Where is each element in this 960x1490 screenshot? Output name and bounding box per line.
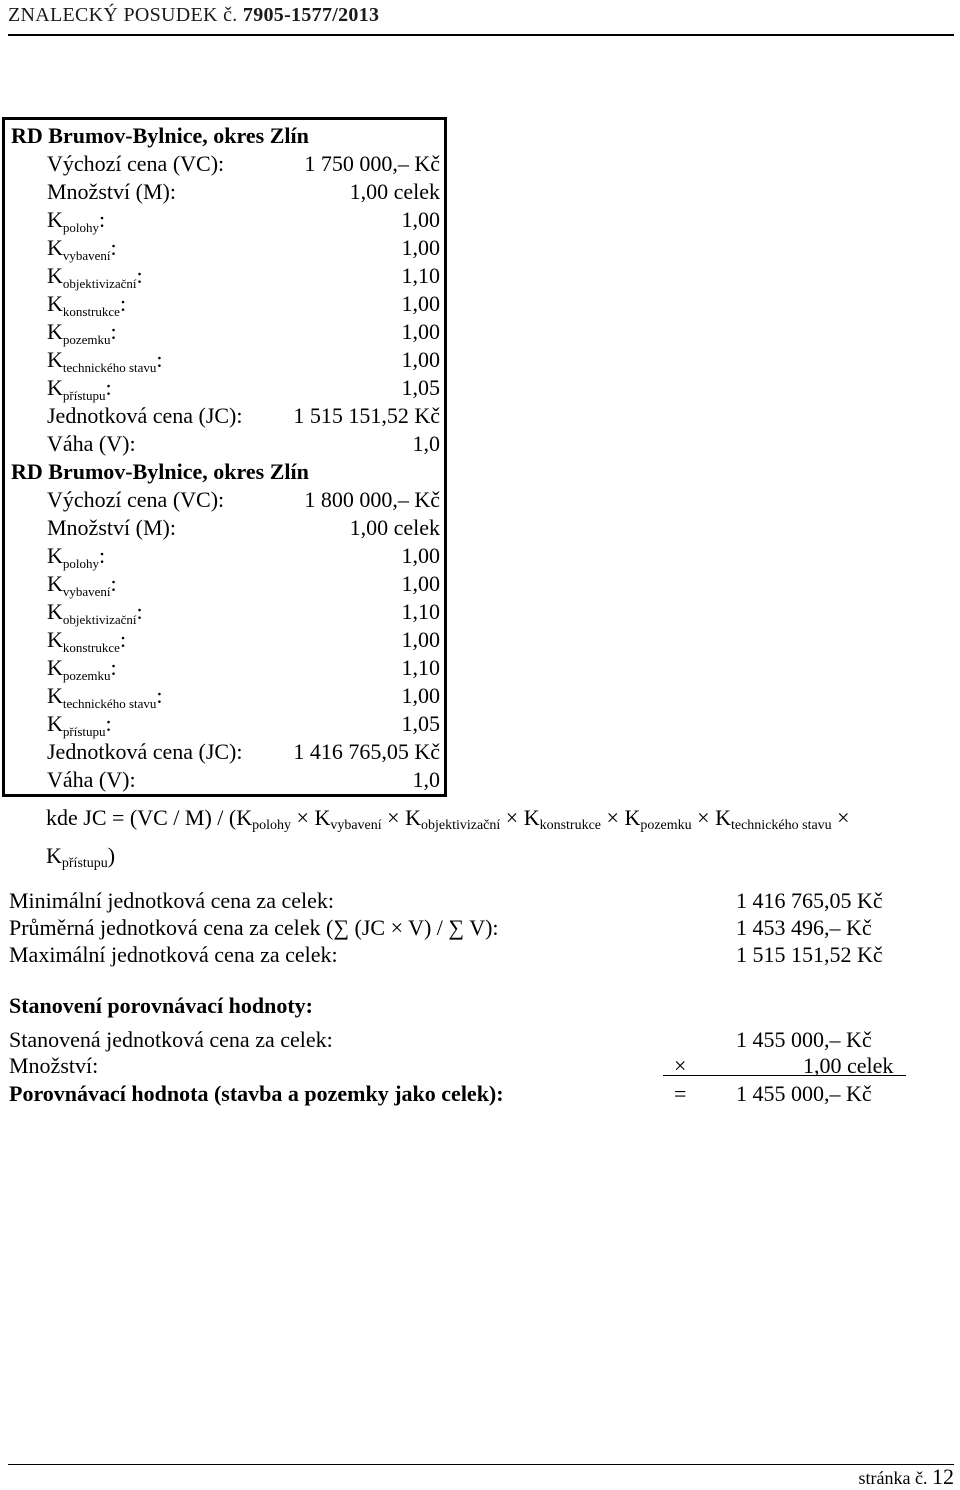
row-coef-polohy-label: $K_{polohy}$: <box>47 543 106 571</box>
coef-symbol: K <box>47 235 63 260</box>
coef-subscript: pozemku <box>62 332 111 347</box>
row-coef-technického-stavu <box>5 683 444 711</box>
row-coef-vybavení-label: $K_{vybavení}$: <box>47 571 117 599</box>
row-jc-value: 1 515 151,52 Kč <box>293 403 440 428</box>
formula-times: × <box>697 805 710 830</box>
formula-subscript: objektivizační <box>420 818 501 833</box>
row-jc <box>5 403 444 431</box>
row-coef-objektivizační-label: $K_{objektivizační}$: <box>47 599 143 627</box>
row-coef-konstrukce-value: 1,00 <box>401 627 440 652</box>
row-v <box>5 767 444 795</box>
formula-subscript: polohy <box>252 818 292 833</box>
row-coef-přístupu <box>5 375 444 403</box>
header-title <box>8 4 379 27</box>
coef-symbol: K <box>47 375 63 400</box>
row-v-value: 1,0 <box>412 431 440 456</box>
quantity-value: 1,00 celek <box>803 1053 894 1078</box>
sum-rule <box>663 1075 906 1076</box>
formula-subscript: technického stavu <box>730 818 832 833</box>
row-coef-vybavení <box>5 235 444 263</box>
result-value: 1 455 000,– Kč <box>736 1081 872 1106</box>
formula-subscript: pozemku <box>640 818 692 833</box>
row-v <box>5 431 444 459</box>
coef-symbol: K <box>405 805 421 830</box>
row-coef-technického-stavu-value: 1,00 <box>401 683 440 708</box>
row-coef-vybavení-label: $K_{vybavení}$: <box>47 235 117 263</box>
coef-symbol: K <box>523 805 540 830</box>
coef-symbol: K <box>47 655 63 680</box>
row-coef-přístupu-label: $K_{přístupu}$: <box>47 711 112 739</box>
coef-subscript: konstrukce <box>62 640 120 655</box>
coef-symbol: K <box>314 805 331 830</box>
formula-prefix: kde JC = (VC / M) / (K <box>46 805 253 830</box>
row-coef-pozemku <box>5 655 444 683</box>
row-v-value: 1,0 <box>412 767 440 792</box>
coef-subscript: technického stavu <box>62 696 157 711</box>
row-m-label: Množství (M): <box>47 515 176 540</box>
row-coef-polohy-value: 1,00 <box>401 543 440 568</box>
row-coef-konstrukce-label: $K_{konstrukce}$: <box>47 291 127 319</box>
coef-symbol: K <box>47 571 63 596</box>
comparable-title-label: RD Brumov-Bylnice, okres Zlín <box>11 123 309 148</box>
min-price-value: 1 416 765,05 Kč <box>736 888 883 913</box>
row-coef-vybavení <box>5 571 444 599</box>
row-coef-objektivizační-value: 1,10 <box>401 599 440 624</box>
formula-times: × <box>837 805 850 830</box>
formula-times: × <box>606 805 619 830</box>
result-operator: = <box>674 1081 687 1106</box>
coef-subscript: objektivizační <box>62 612 137 627</box>
row-coef-konstrukce <box>5 627 444 655</box>
row-coef-technického-stavu <box>5 347 444 375</box>
row-jc <box>5 739 444 767</box>
coef-symbol: K <box>47 347 63 372</box>
coef-symbol: K <box>46 843 62 868</box>
row-vc-value: 1 750 000,– Kč <box>304 151 440 176</box>
max-price-label: Maximální jednotková cena za celek: <box>9 942 338 967</box>
row-coef-přístupu-label: $K_{přístupu}$: <box>47 375 112 403</box>
formula-suffix: ) <box>107 843 116 868</box>
row-m-label: Množství (M): <box>47 179 176 204</box>
quantity-label: Množství: <box>9 1053 99 1078</box>
row-coef-technického-stavu-label: $K_{technického stavu}$: <box>47 347 163 375</box>
row-coef-přístupu-value: 1,05 <box>401 711 440 736</box>
comparable-title <box>5 123 444 151</box>
row-coef-konstrukce-label: $K_{konstrukce}$: <box>47 627 127 655</box>
unit-price-value: 1 455 000,– Kč <box>736 1027 872 1052</box>
row-jc-label: Jednotková cena (JC): <box>47 403 243 428</box>
row-v-label: Váha (V): <box>47 767 136 792</box>
row-coef-technického-stavu-value: 1,00 <box>401 347 440 372</box>
row-jc-label: Jednotková cena (JC): <box>47 739 243 764</box>
row-coef-polohy <box>5 207 444 235</box>
row-coef-technického-stavu-label: $K_{technického stavu}$: <box>47 683 163 711</box>
row-coef-konstrukce-value: 1,00 <box>401 291 440 316</box>
row-coef-pozemku-value: 1,00 <box>401 319 440 344</box>
row-coef-pozemku <box>5 319 444 347</box>
row-coef-pozemku-label: $K_{pozemku}$: <box>47 655 117 683</box>
coef-subscript: objektivizační <box>62 276 137 291</box>
row-vc <box>5 487 444 515</box>
coef-symbol: K <box>624 805 641 830</box>
row-coef-polohy-label: $K_{polohy}$: <box>47 207 106 235</box>
formula-subscript: konstrukce <box>539 818 602 833</box>
coef-subscript: vybavení <box>62 584 111 599</box>
formula-times: × <box>505 805 519 830</box>
row-coef-pozemku-label: $K_{pozemku}$: <box>47 319 117 347</box>
quantity-operator: × <box>674 1053 687 1078</box>
page-number: 12 <box>932 1464 954 1489</box>
row-m-value: 1,00 celek <box>349 179 440 204</box>
row-coef-konstrukce <box>5 291 444 319</box>
coef-symbol: K <box>47 599 63 624</box>
row-vc-label: Výchozí cena (VC): <box>47 151 225 176</box>
row-coef-pozemku-value: 1,10 <box>401 655 440 680</box>
comparable-title-label: RD Brumov-Bylnice, okres Zlín <box>11 459 309 484</box>
coef-subscript: pozemku <box>62 668 111 683</box>
coef-symbol: K <box>47 263 63 288</box>
row-coef-polohy <box>5 543 444 571</box>
row-coef-přístupu <box>5 711 444 739</box>
row-vc-label: Výchozí cena (VC): <box>47 487 225 512</box>
formula-subscript: vybavení <box>330 818 382 833</box>
avg-price-value: 1 453 496,– Kč <box>736 915 872 940</box>
coef-symbol: K <box>47 683 63 708</box>
coef-symbol: K <box>715 805 731 830</box>
row-coef-objektivizační-label: $K_{objektivizační}$: <box>47 263 143 291</box>
formula-times: × <box>387 805 400 830</box>
result-label: Porovnávací hodnota (stavba a pozemky jako celek): <box>9 1081 504 1106</box>
comparable-title <box>5 459 444 487</box>
jc-formula <box>46 803 946 879</box>
coef-symbol: K <box>47 207 63 232</box>
page-header <box>8 0 954 36</box>
min-price-label: Minimální jednotková cena za celek: <box>9 888 334 913</box>
row-v-label: Váha (V): <box>47 431 136 456</box>
formula-times: × <box>296 805 309 830</box>
coef-subscript: přístupu <box>62 724 106 739</box>
avg-price-label: Průměrná jednotková cena za celek (∑ (JC × V) / ∑ V): <box>9 915 499 940</box>
comparables-table <box>2 117 447 797</box>
coef-symbol: K <box>47 319 63 344</box>
row-jc-value: 1 416 765,05 Kč <box>293 739 440 764</box>
coef-subscript: přístupu <box>62 388 106 403</box>
coef-symbol: K <box>47 543 63 568</box>
row-vc-value: 1 800 000,– Kč <box>304 487 440 512</box>
row-vc <box>5 151 444 179</box>
page-footer <box>859 1464 954 1490</box>
coef-subscript: vybavení <box>62 248 111 263</box>
formula-subscript: přístupu <box>61 856 108 871</box>
unit-price-label: Stanovená jednotková cena za celek: <box>9 1027 333 1052</box>
footer-label: stránka č. <box>858 1468 928 1488</box>
footer-rule <box>8 1464 954 1465</box>
header-title-text: ZNALECKÝ POSUDEK č. <box>8 4 238 26</box>
determination-heading: Stanovení porovnávací hodnoty: <box>9 993 313 1018</box>
row-coef-přístupu-value: 1,05 <box>401 375 440 400</box>
row-coef-vybavení-value: 1,00 <box>401 571 440 596</box>
max-price-value: 1 515 151,52 Kč <box>736 942 883 967</box>
row-m <box>5 515 444 543</box>
row-coef-objektivizační <box>5 263 444 291</box>
row-m <box>5 179 444 207</box>
coef-subscript: polohy <box>62 556 100 571</box>
coef-subscript: konstrukce <box>62 304 120 319</box>
coef-symbol: K <box>47 711 63 736</box>
coef-symbol: K <box>47 627 63 652</box>
row-m-value: 1,00 celek <box>349 515 440 540</box>
coef-subscript: technického stavu <box>62 360 157 375</box>
header-number: 7905-1577/2013 <box>242 4 380 26</box>
row-coef-objektivizační <box>5 599 444 627</box>
row-coef-vybavení-value: 1,00 <box>401 235 440 260</box>
row-coef-polohy-value: 1,00 <box>401 207 440 232</box>
coef-symbol: K <box>47 291 63 316</box>
coef-subscript: polohy <box>62 220 100 235</box>
row-coef-objektivizační-value: 1,10 <box>401 263 440 288</box>
